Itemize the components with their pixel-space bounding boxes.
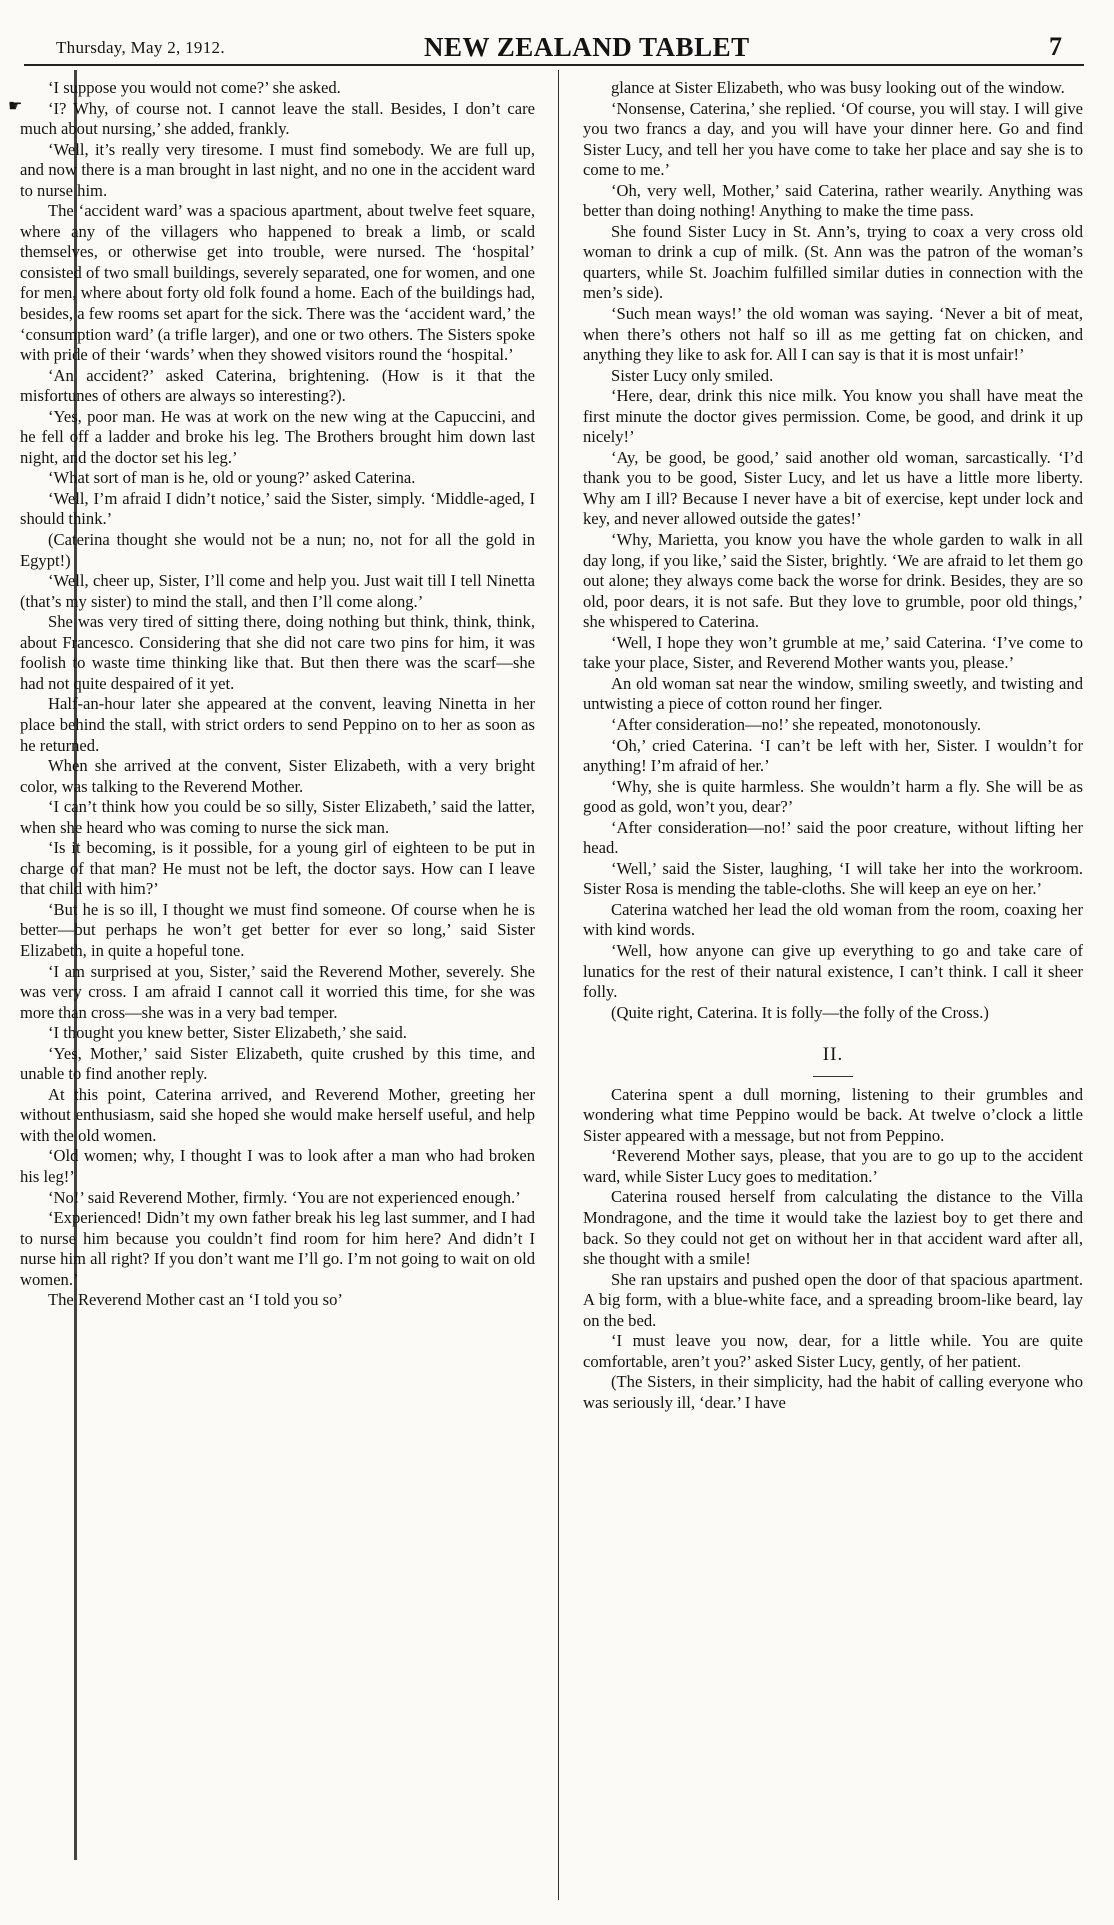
paragraph: (Quite right, Caterina. It is folly—the folly of the Cross.): [611, 1002, 989, 1022]
paragraph: ‘Yes, poor man. He was at work on the new wing at the Capuccini, and he fell off a ladder and broke his leg. The Brothers brought him down last night, and the doctor set his leg.’: [20, 406, 535, 467]
section-rule: [813, 1076, 853, 1077]
paragraph: An old woman sat near the window, smiling sweetly, and twisting and untwisting a piece of cotton round her finger.: [583, 673, 1083, 714]
paragraph: Caterina watched her lead the old woman from the room, coaxing her with kind words.: [583, 899, 1083, 940]
paragraph: Half-an-hour later she appeared at the convent, leaving Ninetta in her place behind the stall, with strict orders to send Peppino on to her as soon as he returned.: [20, 694, 535, 755]
paragraph: ‘Well, I’m afraid I didn’t notice,’ said the Sister, simply. ‘Middle-aged, I should think.’: [20, 488, 535, 529]
paragraph: ‘Well, cheer up, Sister, I’ll come and help you. Just wait till I tell Ninetta (that’s my sister) to mind the stall, and then I’ll come along.’: [20, 571, 535, 611]
paragraph: ‘I? Why, of course not. I cannot leave the stall. Besides, I don’t care much about nursing,’ she added, frankly.: [20, 98, 535, 139]
paragraph: ‘Old women; why, I thought I was to look after a man who had broken his leg!’: [20, 1146, 535, 1186]
paragraph: ‘Ay, be good, be good,’ said another old woman, sarcastically. ‘I’d thank you to be good, Sister Lucy, and let us have a little more liberty. Why am I ill? Because I never have a bit of exercise, kept under lock and key, and never allowed outside the gates!’: [583, 447, 1083, 529]
paragraph: ‘I am surprised at you, Sister,’ said the Reverend Mother, severely. She was very cross. I am afraid I cannot call it worried this time, for she was more than cross—she was in a very bad temper.: [20, 961, 535, 1022]
paragraph: She ran upstairs and pushed open the door of that spacious apartment. A big form, with a blue-white face, and a spreading broom-like beard, lay on the bed.: [583, 1269, 1083, 1330]
paragraph: ‘But he is so ill, I thought we must find someone. Of course when he is better—but perhaps he won’t get better for ever so long,’ said Sister Elizabeth, in quite a hopeful tone.: [20, 899, 535, 960]
issue-date: Thursday, May 2, 1912.: [56, 38, 225, 57]
masthead-title: NEW ZEALAND TABLET: [424, 32, 750, 62]
hand-pointer-icon: ☛: [8, 98, 23, 115]
paragraph: ‘Experienced! Didn’t my own father break his leg last summer, and I had to nurse him because you couldn’t find room for him here? And didn’t I nurse him all right? If you don’t want me I’ll go. I’m not going to wait on old women.’: [20, 1208, 535, 1289]
paragraph: ‘Why, she is quite harmless. She wouldn’t harm a fly. She will be as good as gold, won’t you, dear?’: [583, 776, 1083, 817]
paragraph: The ‘accident ward’ was a spacious apartment, about twelve feet square, where any of the villagers who happened to break a limb, or scald themselves, or otherwise get into trouble, were nursed. The ‘hospital’ consisted of two small buildings, severely separated, one for women, and one for men, where about forty old folk found a home. Each of the buildings had, besides, a few rooms set apart for the sick. There was the ‘accident ward,’ the ‘consumption ward’ (a trifle larger), and one or two others. The Sisters spoke with pride of their ‘wards’ when they showed visitors round the ‘hospital.’: [20, 201, 535, 365]
paragraph: ‘Here, dear, drink this nice milk. You know you shall have meat the first minute the doctor gives permission. Come, be good, and drink it up nicely!’: [583, 386, 1083, 447]
paragraph: Caterina roused herself from calculating the distance to the Villa Mondragone, and the time it would take the laziest boy to get there and back. So they could not get on without her in that accident ward after all, she thought with a smile!: [583, 1187, 1083, 1269]
paragraph: ‘I can’t think how you could be so silly, Sister Elizabeth,’ said the latter, when she heard who was coming to nurse the sick man.: [20, 797, 535, 837]
paragraph: ‘Why, Marietta, you know you have the whole garden to walk in all day long, if you like,’ said the Sister, brightly. ‘We are afraid to let them go out alone; they always come back the worse for drink. Besides, they are so old, poor dears, it is not safe. But they love to grumble, poor old things,’ she whispered to Caterina.: [583, 530, 1083, 632]
paragraph: ‘An accident?’ asked Caterina, brightening. (How is it that the misfortunes of others are always so interesting?).: [20, 365, 535, 406]
paragraph: When she arrived at the convent, Sister Elizabeth, with a very bright color, was talking to the Reverend Mother.: [20, 756, 535, 796]
paragraph: ‘After consideration—no!’ said the poor creature, without lifting her head.: [583, 817, 1083, 858]
paragraph: ‘Yes, Mother,’ said Sister Elizabeth, quite crushed by this time, and unable to find another reply.: [20, 1043, 535, 1084]
paragraph: Sister Lucy only smiled.: [611, 365, 774, 385]
column-divider: [558, 70, 559, 1900]
paragraph: ‘Nonsense, Caterina,’ she replied. ‘Of course, you will stay. I will give you two francs a day, and you will have your dinner here. Go and find Sister Lucy, and tell her you have come to take her place and say she is to come to me.’: [583, 98, 1083, 180]
paragraph: ‘No!’ said Reverend Mother, firmly. ‘You are not experienced enough.’: [48, 1187, 521, 1207]
header-rule: [24, 64, 1084, 66]
paragraph: She was very tired of sitting there, doing nothing but think, think, think, about Francesco. Considering that she did not care two pins for him, it was foolish to waste time thinking like that. But then there was the scarf—she had not quite despaired of it yet.: [20, 612, 535, 693]
paragraph: ‘Reverend Mother says, please, that you are to go up to the accident ward, while Sister Lucy goes to meditation.’: [583, 1146, 1083, 1186]
paragraph: ‘Oh, very well, Mother,’ said Caterina, rather wearily. Anything was better than doing nothing! Anything to make the time pass.: [583, 180, 1083, 221]
paragraph: At this point, Caterina arrived, and Reverend Mother, greeting her without enthusiasm, said she hoped she would make herself useful, and help with the old women.: [20, 1084, 535, 1145]
right-column: [583, 78, 1083, 1878]
paragraph: ‘Such mean ways!’ the old woman was saying. ‘Never a bit of meat, when there’s others not half so ill as me getting fat on chicken, and anything they like to ask for. All I can say is that it is most unfair!’: [583, 304, 1083, 365]
paragraph: glance at Sister Elizabeth, who was busy looking out of the window.: [611, 78, 1065, 97]
paragraph: (Caterina thought she would not be a nun; no, not for all the gold in Egypt!): [20, 530, 535, 570]
paragraph: ‘Is it becoming, is it possible, for a young girl of eighteen to be put in charge of that man? He must not be left, the doctor says. How can I leave that child with him?’: [20, 838, 535, 899]
paragraph: ‘After consideration—no!’ she repeated, monotonously.: [611, 714, 982, 734]
paragraph: ‘I must leave you now, dear, for a little while. You are quite comfortable, aren’t you?’ asked Sister Lucy, gently, of her patient.: [583, 1331, 1083, 1371]
left-column: [20, 78, 535, 1878]
paragraph: ‘Well, how anyone can give up everything to go and take care of lunatics for the rest of their natural existence, I can’t think. I call it sheer folly.: [583, 940, 1083, 1002]
paragraph: ‘I thought you knew better, Sister Elizabeth,’ she said.: [48, 1023, 407, 1043]
paragraph: ‘What sort of man is he, old or young?’ asked Caterina.: [48, 468, 416, 488]
paragraph: Caterina spent a dull morning, listening to their grumbles and wondering what time Peppino would be back. At twelve o’clock a little Sister appeared with a message, but not from Peppino.: [583, 1084, 1083, 1145]
section-heading: II.: [822, 1044, 844, 1066]
paragraph: The Reverend Mother cast an ‘I told you so’: [48, 1290, 343, 1310]
paragraph: She found Sister Lucy in St. Ann’s, trying to coax a very cross old woman to drink a cup of milk. (St. Ann was the patron of the woman’s quarters, while St. Joachim fulfilled similar duties in connection with the men’s side).: [583, 221, 1083, 303]
paragraph: ‘Well, it’s really very tiresome. I must find somebody. We are full up, and now there is a man brought in last night, and no one in the accident ward to nurse him.: [20, 139, 535, 200]
paragraph: ‘Oh,’ cried Caterina. ‘I can’t be left with her, Sister. I wouldn’t for anything! I’m afraid of her.’: [583, 735, 1083, 776]
paragraph: ‘I suppose you would not come?’ she asked.: [48, 78, 341, 97]
page-header: [24, 28, 1084, 62]
paragraph: ‘Well,’ said the Sister, laughing, ‘I will take her into the workroom. Sister Rosa is mending the table-cloths. She will keep an eye on her.’: [583, 858, 1083, 899]
page-number: 7: [1049, 32, 1062, 61]
paragraph: ‘Well, I hope they won’t grumble at me,’ said Caterina. ‘I’ve come to take your place, Sister, and Reverend Mother wants you, please.’: [583, 632, 1083, 673]
paragraph: (The Sisters, in their simplicity, had the habit of calling everyone who was seriously ill, ‘dear.’ I have: [583, 1372, 1083, 1412]
